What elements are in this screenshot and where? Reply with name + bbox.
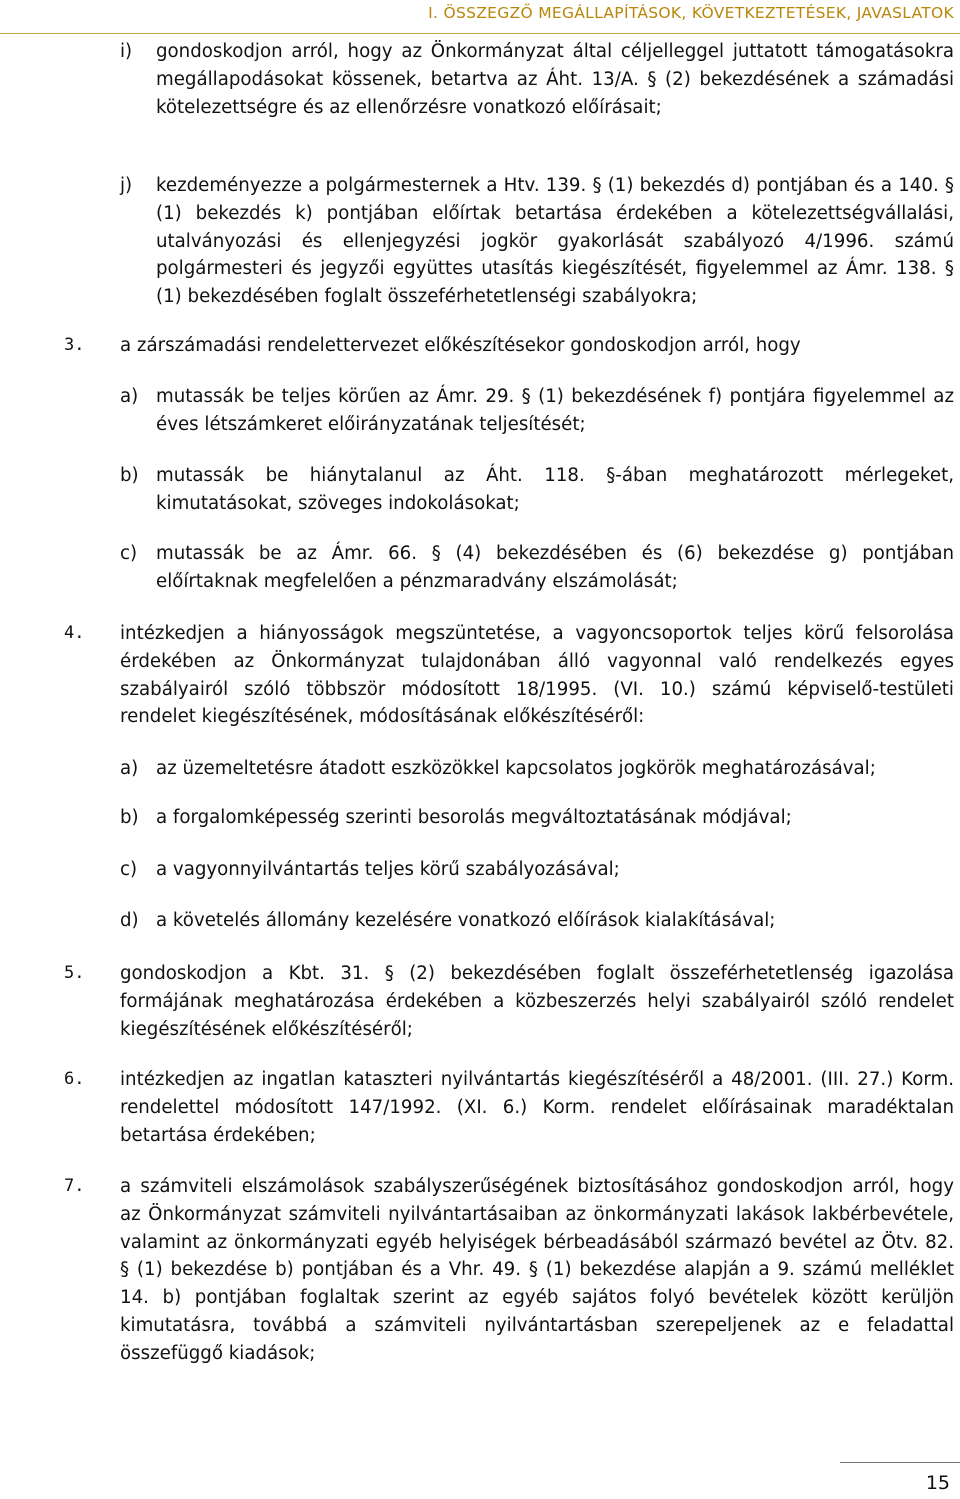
- sub-item-3a: [120, 383, 954, 439]
- item-label: d): [120, 910, 139, 931]
- item-text: gondoskodjon arról, hogy az Önkormányzat által céljelleggel juttatott támogatásokra megállapodásokat kössenek, betartva az Áht. 13/A. § (2) bekezdésének a számadási kötelezettségre és az ellenőrzésre vonatkozó előírásait;: [156, 41, 954, 118]
- list-item-i: [120, 38, 954, 121]
- item-text: intézkedjen az ingatlan kataszteri nyilvántartás kiegészítéséről a 48/2001. (III. 27.) Korm. rendelettel módosított 147/1992. (XI. 6.) Korm. rendelet előírásainak maradéktalan betartása érdekében;: [120, 1069, 954, 1146]
- item-number: 6.: [64, 1069, 85, 1089]
- item-text: mutassák be teljes körűen az Ámr. 29. § (1) bekezdésének f) pontjára figyelemmel az éves létszámkeret előirányzatának teljesítését;: [156, 386, 954, 435]
- numbered-item-6: [64, 1066, 954, 1149]
- sub-item-3c: [120, 540, 954, 596]
- footer-rule: [840, 1462, 960, 1463]
- header-rule: [0, 33, 960, 34]
- numbered-item-5: [64, 960, 954, 1043]
- numbered-item-3: [64, 332, 954, 360]
- item-label: a): [120, 758, 139, 779]
- item-text: gondoskodjon a Kbt. 31. § (2) bekezdésében foglalt összeférhetetlenség igazolása formájának meghatározása érdekében a közbeszerzés helyi szabályairól szóló rendelet kiegészítésének előkészítéséről;: [120, 963, 954, 1040]
- item-text: a forgalomképesség szerinti besorolás megváltoztatásának módjával;: [156, 807, 792, 828]
- sub-item-4c: [120, 856, 954, 884]
- sub-item-4b: [120, 804, 954, 832]
- item-label: c): [120, 543, 138, 564]
- item-label: b): [120, 465, 139, 486]
- item-text: a számviteli elszámolások szabályszerűségének biztosításához gondoskodjon arról, hogy az Önkormányzat számviteli nyilvántartásaiban az önkormányzati lakások lakbérbevétele, valamint az önkormányzati egyéb helyiségek bérbeadásából származó bevétel az Ötv. 82. § (1) bekezdése b) pontjában és a Vhr. 49. § (1) bekezdése alapján a 9. számú melléklet 14. b) pontjában foglaltak szerint az egyéb sajátos folyó bevételek között kerüljön kimutatásra, továbbá a számviteli nyilvántartásban szerepeljenek az e feladattal összefüggő kiadások;: [120, 1176, 954, 1364]
- list-item-j: [120, 172, 954, 311]
- item-number: 3.: [64, 335, 85, 355]
- item-label: b): [120, 807, 139, 828]
- item-text: az üzemeltetésre átadott eszközökkel kapcsolatos jogkörök meghatározásával;: [156, 758, 876, 779]
- item-text: a követelés állomány kezelésére vonatkozó előírások kialakításával;: [156, 910, 776, 931]
- item-text: a zárszámadási rendelettervezet előkészítésekor gondoskodjon arról, hogy: [120, 335, 801, 356]
- sub-item-4d: [120, 907, 954, 935]
- sub-item-3b: [120, 462, 954, 518]
- item-number: 5.: [64, 963, 85, 983]
- item-text: a vagyonnyilvántartás teljes körű szabályozásával;: [156, 859, 620, 880]
- item-label: i): [120, 41, 133, 62]
- item-label: c): [120, 859, 138, 880]
- numbered-item-7: [64, 1173, 954, 1368]
- sub-item-4a: [120, 755, 954, 783]
- item-number: 7.: [64, 1176, 85, 1196]
- item-text: kezdeményezze a polgármesternek a Htv. 139. § (1) bekezdés d) pontjában és a 140. § (1) bekezdés k) pontjában előírtak betartása érdekében a kötelezettségvállalási, utalványozási és ellenjegyzési jogkör gyakorlását szabályozó 4/1996. számú polgármesteri és jegyzői együttes utasítás kiegészítését, figyelemmel az Ámr. 138. § (1) bekezdésében foglalt összeférhetetlenségi szabályokra;: [156, 175, 954, 308]
- item-label: j): [120, 175, 133, 196]
- item-label: a): [120, 386, 139, 407]
- running-header: I. ÖSSZEGZŐ MEGÁLLAPÍTÁSOK, KÖVETKEZTETÉSEK, JAVASLATOK: [428, 4, 954, 22]
- item-number: 4.: [64, 623, 85, 643]
- item-text: intézkedjen a hiányosságok megszüntetése, a vagyoncsoportok teljes körű felsorolása érdekében az Önkormányzat tulajdonában álló vagyonnal való rendelkezés egyes szabályairól szóló többször módosított 18/1995. (VI. 10.) számú képviselő-testületi rendelet kiegészítésének, módosításának előkészítéséről:: [120, 623, 954, 728]
- numbered-item-4: [64, 620, 954, 731]
- page-number: 15: [925, 1472, 950, 1494]
- item-text: mutassák be hiánytalanul az Áht. 118. §-ában meghatározott mérlegeket, kimutatásokat, szöveges indokolásokat;: [156, 465, 954, 514]
- item-text: mutassák be az Ámr. 66. § (4) bekezdésében és (6) bekezdése g) pontjában előírtaknak megfelelően a pénzmaradvány elszámolását;: [156, 543, 954, 592]
